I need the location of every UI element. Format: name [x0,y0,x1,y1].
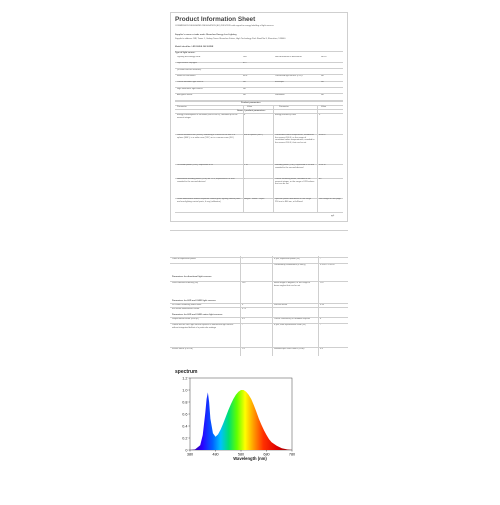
general-row-parameter: Energy consumption in on-mode (kWh/1000 h), rounded up to the nearest integer [177,114,238,119]
supplier-trademark: Supplier's name or trade mark: Shenzhen Energy Lux Lighting [175,34,237,36]
general-row-value-2: 6500 K [319,134,326,136]
directional-params-heading: Parameters for directional light sources: [172,276,212,278]
continued-row-parameter-2: Colour consistency in McAdam ellipses [274,318,311,320]
led-oled-mains-params-heading: Parameters for LED and OLED mains light sources: [172,314,223,316]
type-row-label-2: Connected light source (CLS): [275,74,303,77]
y-tick-label: 0.4 [182,424,188,429]
y-tick-label: 0.2 [182,436,188,441]
page-mark: pg1 [331,215,335,217]
x-tick-label: 380 [186,452,194,457]
general-row-value: 806 in sphere (360°) [244,134,263,136]
type-row-value: MLS [243,74,248,77]
continued-row-value: 0 [242,304,244,306]
general-row-parameter: On-mode power (Pon), expressed in W [177,164,214,166]
continued-row-value: 0.75 [242,308,247,310]
general-row-parameter: Networked standby power (Pnet) for CLS, expressed in W and rounded to the second decimal [177,178,235,183]
continued-row-parameter-2: If yes, equivalent power (W) [274,258,300,260]
continued-row-value: - [242,258,243,260]
general-row-parameter: Outer dimensions without separate control gear, lighting control parts and non-lighting control parts, if any (millimetre) [177,198,241,203]
general-row-parameter: Useful luminous flux (Φuse), indicating if it refers to the flux in a sphere (360°), in a wide cone (120°) or in a narrow cone (90°) [177,134,236,139]
continued-row-parameter-2: If yes, then replacement claim (W) [274,324,306,326]
product-parameters-heading: Product parameters [241,102,261,104]
type-row-value: E27 [243,62,247,65]
chart-title: spectrum [175,369,198,375]
continued-row-value-2: 120 [320,282,324,284]
product-information-sheet [170,12,348,222]
continued-row-value-2: - [320,324,321,326]
product-information-sheet-continued [170,230,348,358]
continued-row-parameter-2: Stroboscopic effect metric (SVM) [274,348,305,350]
continued-row-value-2: 6 [320,318,322,320]
supplier-address: Supplier's address: 58F, Tower 1, Galaxy Tower Shenzhen Futian, High Technology Park Road No.3, Shenzhen, 518000 [175,38,286,40]
continued-row-parameter: R9 colour rendering index value [172,304,202,306]
type-row-label: Mains or non-mains: [177,74,196,77]
x-tick-label: 580 [237,452,245,457]
type-row-value: No [243,87,246,90]
y-tick-label: 0.8 [182,400,188,405]
y-tick-label: 1.2 [182,376,188,381]
type-row-value: LED [243,56,248,58]
type-row-label: Colour-tuneable light source: [177,81,204,84]
type-row-value-2: No [321,81,324,84]
x-tick-label: 680 [263,452,270,457]
spectrum-svg [172,364,302,500]
type-row-label-2: Non-directional or directional: [275,56,303,58]
type-row-value-2: NDLS [321,56,327,58]
header-parameter-2: Parameter [279,105,289,108]
y-tick-label: 1.0 [182,388,188,393]
general-row-parameter-2: Standby power (Psb), expressed in W and rounded to the second decimal [275,164,314,169]
continued-row-value-2: - [320,258,321,260]
type-row-label-2: Envelope: [275,81,285,84]
continued-row-value-2: 0.4 [320,348,323,350]
general-row-value-2: F [319,114,321,116]
continued-row-parameter-2: Beam angle in degrees, or the range of beam angles that can be set [274,282,311,287]
header-value-2: Value [321,105,327,108]
continued-row-parameter: Claim of equivalent power [172,258,196,260]
continued-row-parameter-2: Chromaticity coordinates (x and y) [274,264,306,266]
general-row-value: - [244,178,245,180]
y-tick-label: 0 [185,448,188,453]
spectrum-area [190,390,292,450]
continued-row-parameter: Peak luminous intensity (cd) [172,282,198,284]
continued-row-parameter: Displacement factor (cos φ1) [172,318,199,320]
general-row-value-2: See image on last page [319,198,341,200]
continued-row-value-2: 0.99 [320,304,325,306]
type-row-label: Anti-glare shield: [177,93,193,96]
type-row-value: No [243,81,246,84]
x-tick-label: 480 [212,452,219,457]
general-row-parameter-2: Colour rendering index, rounded to the nearest integer, or the range of CRI-values that can be set [275,178,315,186]
y-tick-label: 0.6 [182,412,188,417]
general-params-heading: General product parameters: [237,109,266,112]
continued-row-value: 1.0 [242,348,245,350]
continued-row-parameter: the lumen maintenance factor [172,308,200,310]
sheet-title: Product Information Sheet [175,16,256,23]
type-row-label: High luminance light source: [177,87,204,90]
type-row-label: (or other electric interface) [177,68,202,71]
continued-row-value: 165 [242,282,246,284]
spectrum-chart [172,364,302,500]
header-value-1: Value [247,105,253,108]
continued-row-parameter: Flicker metric (Pst LM) [172,348,193,350]
type-row-label-2: Dimmable: [275,93,285,96]
type-row-value-2: No [321,74,324,77]
regulation-intro: COMMISSION DELEGATED REGULATION (EU) 2019/2015 with regard to energy labelling of light sources [175,25,274,27]
general-row-value: Height / Width / Depth [244,198,265,200]
type-row-label: Lighting technology used: [177,56,201,58]
general-row-parameter-2: Correlated colour temperature, rounded to the nearest 100 K, or the range of correlated colour temperatures, rounded to the nearest 100 K, that can be set [275,134,315,144]
header-parameter-1: Parameter [177,105,187,108]
general-row-parameter-2: Spectral power distribution in the range 250 nm to 800 nm, at full-load [275,198,312,203]
type-row-label: Light source cap-type [177,62,197,65]
general-row-value-2: 80 [319,178,322,180]
x-tick-label: 780 [288,452,296,457]
continued-row-parameter: Claims that an LED light source replaces a fluorescent light source without integrated ballast of a particular wattage [172,324,234,329]
type-row-value: No [243,93,246,96]
general-row-parameter-2: Energy efficiency class [275,114,297,116]
general-row-value: 6 [244,114,246,116]
continued-row-value: - [242,324,243,326]
type-row-value-2: No [321,93,324,96]
general-row-value-2: 0.00 W [319,164,326,166]
continued-row-parameter-2: Survival factor [274,304,288,306]
general-row-value: 5 W [244,164,248,166]
continued-row-value-2: 0.3130 / 0.3290 [320,264,335,266]
continued-row-value: 0.5 [242,318,245,320]
x-axis-label: Wavelength (nm) [233,456,267,461]
type-of-light-source: Type of light source: [175,52,196,54]
led-oled-params-heading: Parameters for LED and OLED light sources: [172,300,217,302]
model-identifier: Model identifier: LED BULB GB 300WE [175,46,214,48]
